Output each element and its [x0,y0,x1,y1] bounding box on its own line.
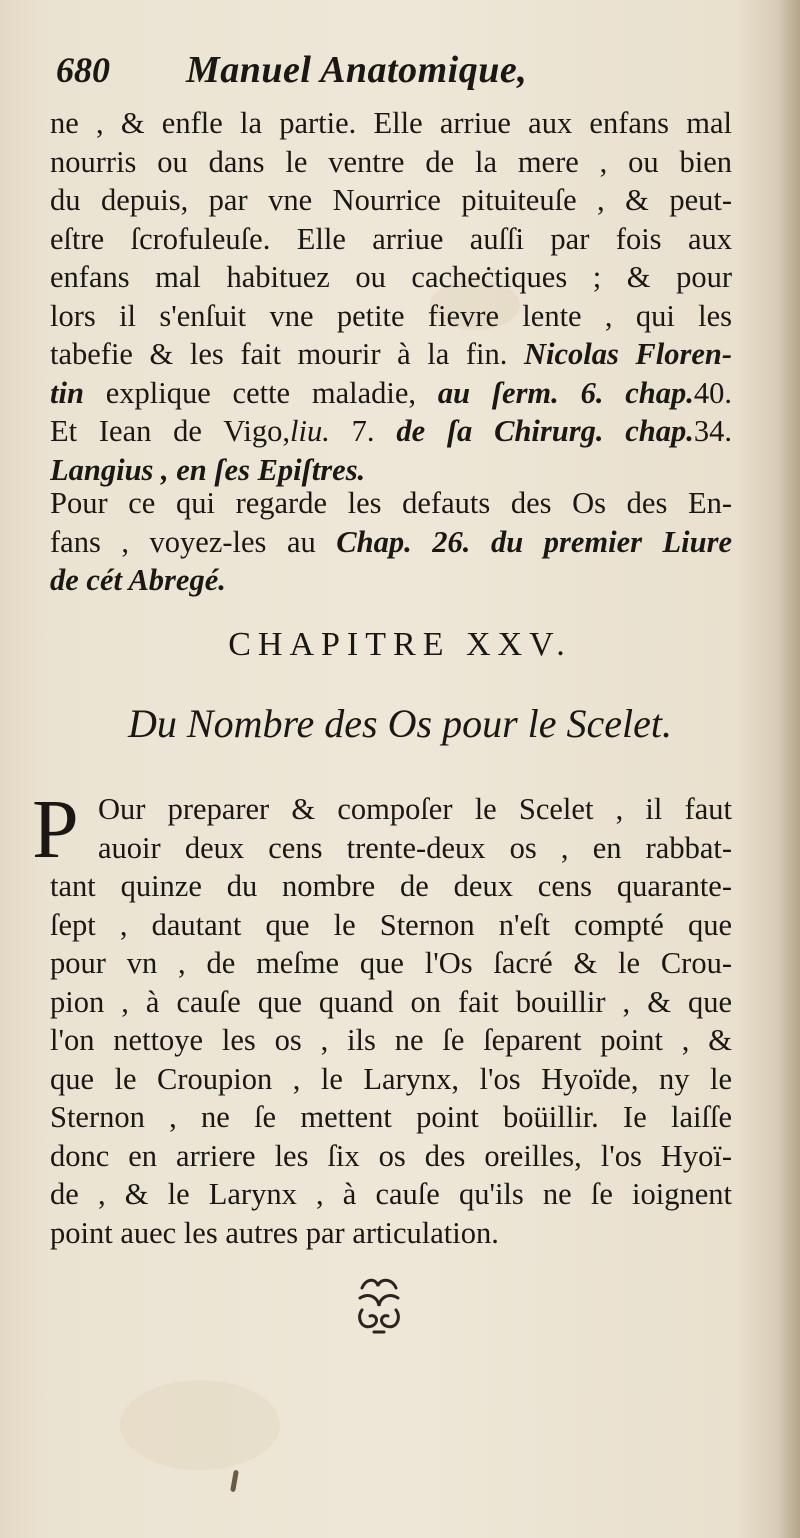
text-segment: du depuis, par vne Nourrice pituiteuſe , & peut- [50,183,732,217]
text-segment: pour vn , de meſme que l'Os ſacré & le Crou- [50,946,732,980]
text-segment: liu. [290,414,330,448]
text-line [50,523,732,562]
text-line [50,561,732,600]
text-line [50,104,732,143]
text-line [50,1021,732,1060]
text-segment: fans , voyez-les au [50,524,337,559]
text-line [50,867,732,906]
text-segment: Chap. 26. du premier Liure [336,524,732,559]
text-line [50,412,732,451]
text-line [50,1214,732,1253]
text-segment: Langius , en ſes Epiſtres. [50,452,366,487]
text-line [50,143,732,182]
text-line [50,1098,732,1137]
text-line [50,790,732,829]
text-segment: point auec les autres par articulation. [50,1215,499,1250]
text-segment: de cét Abregé. [50,563,226,597]
text-segment: Et Iean de Vigo, [50,414,291,448]
text-segment: eſtre ſcrofuleuſe. Elle arriue auſſi par fois aux [50,221,732,256]
text-line [50,1175,732,1214]
text-segment: ſept , dautant que le Sternon n'eſt compté que [50,907,732,942]
text-segment: tin [50,375,84,410]
text-line [50,297,732,336]
running-head [56,48,756,104]
text-segment: explique cette maladie, [83,375,438,410]
text-line [50,220,732,259]
text-segment: tabefie & les fait mourir à la fin. [50,337,524,371]
text-segment: l'on nettoye les os , ils ne ſe ſeparent point , & [50,1023,732,1057]
page-number: 680 [56,50,110,90]
text-segment: 34. [693,414,732,448]
paragraph-continued [50,104,732,489]
text-segment: auoir deux cens trente-deux os , en rabbat- [98,830,732,865]
chapter-title: CHAPITRE XXV. [228,626,572,663]
text-segment: 40. [693,375,732,410]
text-line [50,181,732,220]
text-line [50,1060,732,1099]
text-segment: 7. [329,414,397,448]
text-line [50,1137,732,1176]
ink-speck [230,1470,239,1493]
text-line [50,258,732,297]
text-segment: de , & le Larynx , à cauſe qu'ils ne ſe ioignent [50,1177,732,1211]
text-line [50,829,732,868]
text-segment: Nicolas Floren- [523,337,732,371]
paragraph-nombre-des-os [50,790,732,1252]
text-segment: enfans mal habituez ou cacheċtiques ; & pour [50,260,732,294]
text-line [50,944,732,983]
running-title: Manuel Anatomique, [186,49,528,91]
text-segment: tant quinze du nombre de deux cens quarante- [50,869,732,903]
paragraph-defauts-des-os [50,484,732,600]
chapter-subtitle: Du Nombre des Os pour le Scelet. [128,701,672,746]
text-segment: que le Croupion , le Larynx, l'os Hyoïde, ny le [50,1061,732,1096]
paper-stain [120,1380,280,1470]
floral-tailpiece-icon [352,1274,406,1338]
text-line [50,906,732,945]
text-segment: au ſerm. 6. chap. [437,375,694,410]
text-line [50,983,732,1022]
text-segment: Pour ce qui regarde les defauts des Os des En- [50,486,732,520]
text-line [50,484,732,523]
text-line [50,335,732,374]
text-segment: pion , à cauſe que quand on fait bouillir , & que [50,984,732,1019]
text-segment: Sternon , ne ſe mettent point boüillir. Ie laiſſe [50,1100,732,1134]
drop-cap: P [32,783,79,876]
text-segment: donc en arriere les ſix os des oreilles, l'os Hyoï- [50,1138,732,1173]
text-line [50,374,732,413]
text-segment: Our preparer & compoſer le Scelet , il faut [98,792,732,826]
text-segment: lors il s'enſuit vne petite fievre lente , qui les [50,298,732,333]
text-segment: ne , & enfle la partie. Elle arriue aux enfans mal [50,106,732,140]
text-segment: nourris ou dans le ventre de la mere , ou bien [50,144,732,179]
text-segment: de ſa Chirurg. chap. [396,414,694,448]
